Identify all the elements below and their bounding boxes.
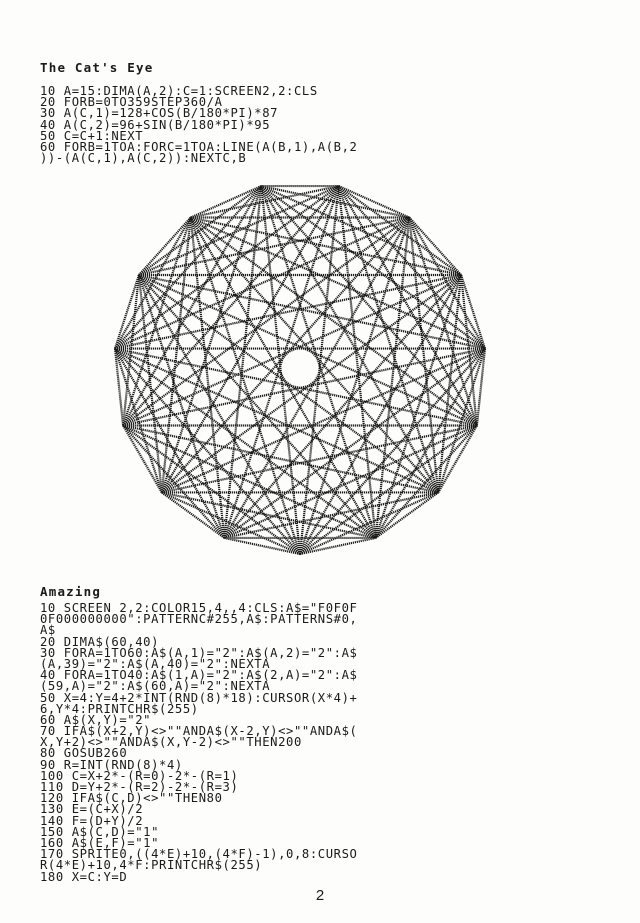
figure-line — [123, 186, 339, 425]
figure-line — [224, 538, 300, 554]
program-title-amazing: Amazing — [40, 584, 102, 599]
code-line: 40 A(C,2)=96+SIN(B/180*PI)*95 — [40, 117, 271, 132]
code-line: 6,Y*4:PRINTCHR$(255) — [40, 701, 199, 716]
code-line: 20 FORB=0TO359STEP360/A — [40, 95, 223, 110]
figure-line — [339, 186, 485, 349]
figure-line — [300, 538, 376, 554]
code-line: 110 D=Y+2*-(R=2)-2*-(R=3) — [40, 780, 239, 794]
figure-line — [139, 275, 376, 538]
figure-line — [224, 425, 477, 537]
figure-line — [376, 425, 477, 537]
code-line: 60 FORB=1TOA:FORC=1TOA:LINE(A(B,1),A(B,2 — [40, 139, 358, 154]
figure-line — [123, 275, 461, 425]
code-line: 10 A=15:DIMA(A,2):C=1:SCREEN2,2:CLS — [40, 84, 318, 98]
code-line: 120 IFA$(C,D)<>""THEN80 — [40, 791, 223, 806]
code-line: (59,A)="2":A$(60,A)="2":NEXTA — [40, 679, 271, 694]
figure-line — [261, 186, 461, 275]
figure-line — [115, 349, 300, 554]
code-line: 80 GOSUB260 — [40, 746, 128, 761]
code-line: R(4*E)+10,4*F:PRINTCHR$(255) — [40, 858, 263, 873]
code-line: 30 FORA=1TO60:A$(A,1)="2":A$(A,2)="2":A$ — [40, 645, 358, 660]
code-line: 30 A(C,1)=128+COS(B/180*PI)*87 — [40, 106, 279, 121]
code-line: 50 X=4:Y=4+2*INT(RND(8)*18):CURSOR(X*4)+ — [40, 690, 358, 705]
program-listing-amazing — [40, 603, 358, 883]
code-line: 100 C=X+2*-(R=0)-2*-(R=1) — [40, 768, 239, 783]
figure-line — [162, 492, 300, 554]
code-line: 10 SCREEN 2,2:COLOR15,4,,4:CLS:A$="F0F0F — [40, 601, 358, 615]
figure-line — [191, 218, 461, 275]
figure-line — [300, 425, 477, 554]
code-line: 180 X=C:Y=D — [40, 869, 128, 884]
figure-line — [162, 186, 262, 492]
figure-line — [300, 492, 438, 554]
code-line: 40 FORA=1TO40:A$(1,A)="2":A$(2,A)="2":A$ — [40, 668, 358, 683]
code-line: 170 SPRITE0,((4*E)+10,(4*F)-1),0,8:CURSO — [40, 847, 358, 862]
code-line: 130 E=(C+X)/2 — [40, 802, 144, 817]
code-line: 0F000000000":PATTERNC#255,A$:PATTERNS#0, — [40, 612, 358, 627]
code-line: 70 IFA$(X+2,Y)<>""ANDA$(X-2,Y)<>""ANDA$( — [40, 724, 358, 739]
page-number: 2 — [315, 887, 325, 904]
code-line: 140 F=(D+Y)/2 — [40, 813, 144, 828]
figure-line — [115, 186, 261, 349]
code-line: 60 A$(X,Y)="2" — [40, 712, 152, 727]
code-line: 160 A$(E,F)="1" — [40, 835, 160, 850]
cats-eye-figure — [110, 178, 490, 558]
code-line: X,Y+2)<>""ANDA$(X,Y-2)<>""THEN200 — [40, 735, 302, 750]
code-line: 20 DIMA$(60,40) — [40, 634, 160, 649]
code-line: 50 C=C+1:NEXT — [40, 128, 144, 143]
code-line: ))-(A(C,1),A(C,2)):NEXTC,B — [40, 151, 247, 166]
figure-line — [409, 218, 461, 275]
code-line: (A,39)="2":A$(A,40)="2":NEXTA — [40, 656, 271, 671]
program-title-cats-eye: The Cat's Eye — [40, 60, 154, 75]
figure-line — [339, 186, 461, 275]
figure-line — [224, 275, 461, 538]
program-listing-cats-eye — [40, 86, 358, 164]
code-line: 150 A$(C,D)="1" — [40, 824, 160, 839]
figure-line — [300, 218, 409, 554]
code-line: 90 R=INT(RND(8)*4) — [40, 757, 183, 772]
figure-line — [191, 218, 225, 538]
code-line: A$ — [40, 623, 56, 638]
